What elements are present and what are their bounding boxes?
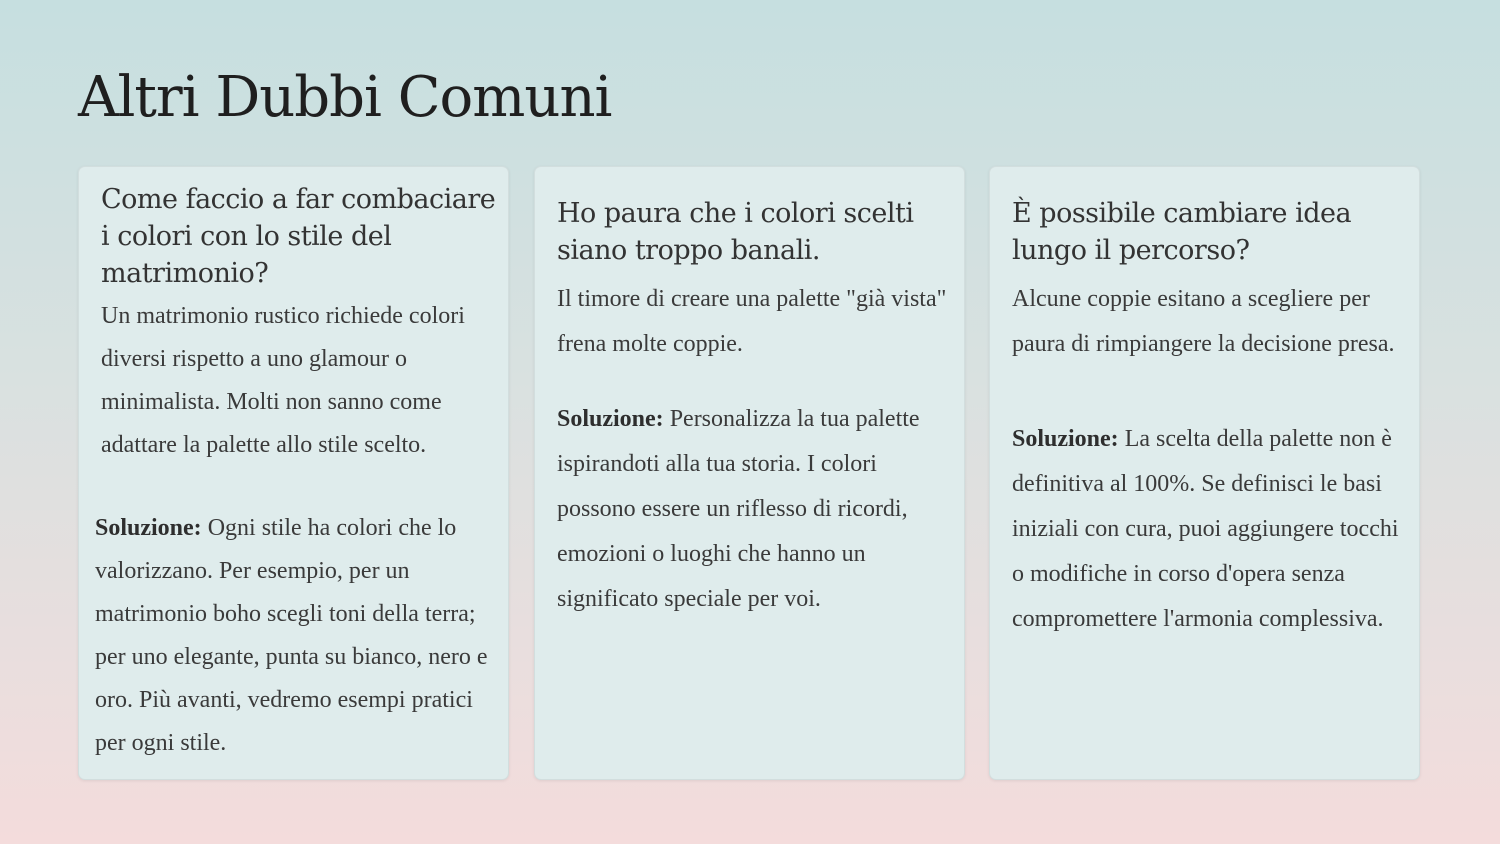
page-title: Altri Dubbi Comuni — [78, 65, 612, 130]
solution-label: Soluzione: — [557, 406, 664, 432]
card-heading: È possibile cambiare idea lungo il percorso? — [1012, 198, 1352, 266]
solution-body: Personalizza la tua palette ispirandoti alla tua storia. I colori possono essere un riflesso di ricordi, emozioni o luoghi che hanno un significato speciale per voi. — [557, 406, 920, 612]
solution-body: La scelta della palette non è definitiva al 100%. Se definisci le basi iniziali con cura, puoi aggiungere tocchi o modifiche in corso d'opera senza compromettere l'armonia complessiva. — [1012, 426, 1399, 632]
card-solution-text — [95, 507, 505, 765]
faq-card-change-mind — [989, 166, 1420, 780]
card-heading: Ho paura che i colori scelti siano troppo banali. — [557, 198, 914, 266]
card-problem-text: Il timore di creare una palette "già vista" frena molte coppie. — [557, 286, 947, 357]
card-heading: Come faccio a far combaciare i colori con lo stile del matrimonio? — [101, 184, 496, 289]
faq-card-style-match — [78, 166, 509, 780]
solution-label: Soluzione: — [1012, 426, 1119, 452]
card-solution-text — [557, 397, 952, 622]
faq-card-banal-colors — [534, 166, 965, 780]
solution-body: Ogni stile ha colori che lo valorizzano. Per esempio, per un matrimonio boho scegli toni della terra; per uno elegante, punta su bianco, nero e oro. Più avanti, vedremo esempi pratici per ogni stile. — [95, 515, 488, 756]
card-problem-text: Alcune coppie esitano a scegliere per paura di rimpiangere la decisione presa. — [1012, 286, 1395, 357]
card-solution-text — [1012, 417, 1407, 642]
card-problem-text: Un matrimonio rustico richiede colori diversi rispetto a uno glamour o minimalista. Molti non sanno come adattare la palette allo stile scelto. — [101, 303, 465, 458]
solution-label: Soluzione: — [95, 515, 202, 541]
